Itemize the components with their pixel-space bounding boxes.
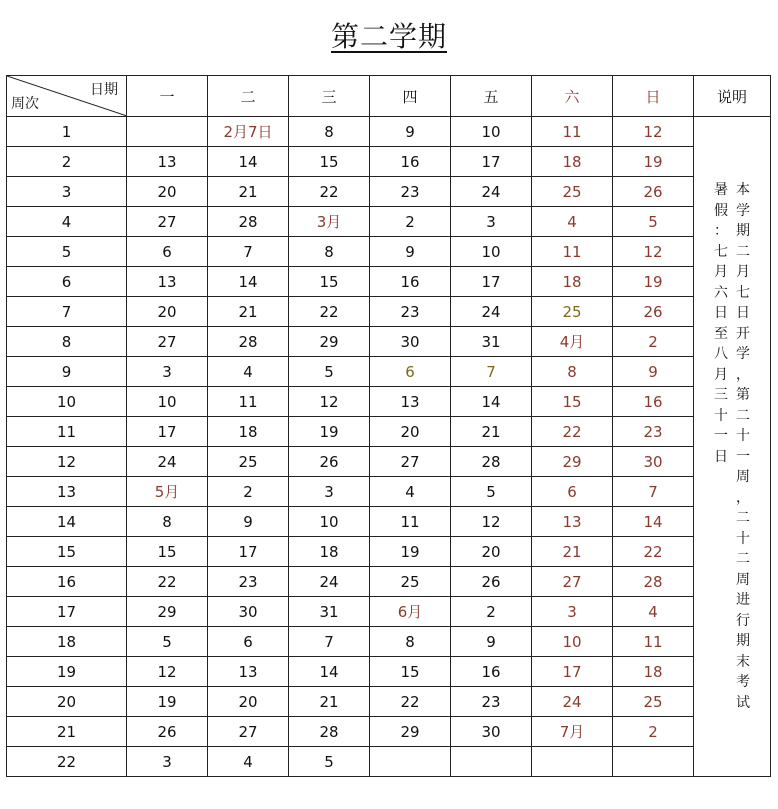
date-cell: 13 [127,267,208,297]
date-cell: 18 [289,537,370,567]
date-cell: 30 [613,447,694,477]
table-row [7,447,771,477]
date-cell: 27 [208,717,289,747]
header-row [7,76,771,117]
date-cell: 22 [532,417,613,447]
date-cell: 29 [127,597,208,627]
date-cell: 4 [532,207,613,237]
date-cell: 8 [289,117,370,147]
date-cell: 5 [451,477,532,507]
date-cell: 7 [208,237,289,267]
week-number-cell: 13 [7,477,127,507]
date-cell: 19 [289,417,370,447]
date-cell: 13 [532,507,613,537]
date-cell: 28 [289,717,370,747]
date-cell: 6 [532,477,613,507]
date-cell: 15 [289,147,370,177]
date-cell: 4 [370,477,451,507]
week-number-cell: 20 [7,687,127,717]
weekday-header: 五 [451,76,532,117]
weekday-header: 二 [208,76,289,117]
date-cell: 5 [613,207,694,237]
date-cell: 21 [289,687,370,717]
table-row [7,567,771,597]
date-cell: 8 [370,627,451,657]
date-cell: 30 [451,717,532,747]
date-cell: 14 [613,507,694,537]
date-cell: 12 [127,657,208,687]
date-cell: 10 [289,507,370,537]
date-cell: 16 [370,147,451,177]
week-number-cell: 17 [7,597,127,627]
date-cell: 26 [289,447,370,477]
week-number-cell: 4 [7,207,127,237]
date-cell: 5月 [127,477,208,507]
table-row [7,357,771,387]
date-cell: 14 [289,657,370,687]
date-cell: 31 [289,597,370,627]
date-cell: 16 [451,657,532,687]
weekday-header: 六 [532,76,613,117]
date-cell: 23 [451,687,532,717]
week-number-cell: 8 [7,327,127,357]
date-cell: 17 [127,417,208,447]
date-cell [451,747,532,777]
date-cell: 4 [208,747,289,777]
corner-header-cell [7,76,127,117]
date-cell [532,747,613,777]
date-cell: 10 [451,117,532,147]
date-cell: 21 [208,177,289,207]
date-cell: 30 [208,597,289,627]
date-cell: 17 [451,267,532,297]
date-cell: 10 [532,627,613,657]
date-cell: 23 [208,567,289,597]
date-cell: 15 [289,267,370,297]
date-cell: 6 [208,627,289,657]
date-cell: 26 [613,297,694,327]
table-row [7,237,771,267]
date-cell: 24 [127,447,208,477]
date-cell: 20 [208,687,289,717]
date-cell: 25 [370,567,451,597]
date-cell: 3 [289,477,370,507]
date-cell: 14 [208,267,289,297]
week-number-cell: 9 [7,357,127,387]
week-number-cell: 22 [7,747,127,777]
date-cell: 25 [532,297,613,327]
date-cell: 16 [613,387,694,417]
week-number-cell: 2 [7,147,127,177]
date-cell: 24 [289,567,370,597]
date-cell: 16 [370,267,451,297]
date-cell: 17 [532,657,613,687]
weekday-header: 日 [613,76,694,117]
date-cell: 9 [370,117,451,147]
date-cell: 29 [370,717,451,747]
page-title: 第二学期 [330,20,447,53]
date-cell: 17 [451,147,532,177]
week-number-cell: 15 [7,537,127,567]
date-cell: 4 [208,357,289,387]
date-cell: 3月 [289,207,370,237]
date-cell: 3 [127,747,208,777]
date-cell: 11 [613,627,694,657]
date-cell: 2月7日 [208,117,289,147]
date-cell: 4月 [532,327,613,357]
date-cell: 26 [613,177,694,207]
date-cell: 27 [532,567,613,597]
corner-week-label: 周次 [11,96,39,112]
week-number-cell: 3 [7,177,127,207]
date-cell: 12 [289,387,370,417]
date-cell: 8 [289,237,370,267]
date-cell: 12 [613,117,694,147]
weekday-header: 一 [127,76,208,117]
date-cell: 27 [127,207,208,237]
date-cell: 23 [370,177,451,207]
date-cell: 15 [127,537,208,567]
date-cell: 23 [370,297,451,327]
date-cell: 15 [370,657,451,687]
week-number-cell: 10 [7,387,127,417]
table-row [7,477,771,507]
table-row [7,597,771,627]
date-cell: 8 [127,507,208,537]
date-cell: 2 [370,207,451,237]
date-cell: 28 [451,447,532,477]
date-cell: 31 [451,327,532,357]
date-cell: 5 [127,627,208,657]
date-cell: 22 [613,537,694,567]
date-cell: 30 [370,327,451,357]
weekday-header: 三 [289,76,370,117]
date-cell: 7月 [532,717,613,747]
date-cell: 13 [370,387,451,417]
date-cell: 13 [208,657,289,687]
date-cell: 9 [370,237,451,267]
date-cell: 18 [532,147,613,177]
table-row [7,537,771,567]
table-row [7,747,771,777]
date-cell [127,117,208,147]
date-cell: 3 [451,207,532,237]
date-cell: 10 [451,237,532,267]
date-cell: 25 [208,447,289,477]
date-cell: 22 [289,297,370,327]
date-cell: 28 [208,207,289,237]
date-cell: 11 [208,387,289,417]
date-cell: 24 [451,297,532,327]
date-cell: 15 [532,387,613,417]
date-cell: 3 [532,597,613,627]
date-cell: 18 [613,657,694,687]
date-cell: 29 [289,327,370,357]
date-cell: 2 [613,327,694,357]
date-cell: 28 [613,567,694,597]
date-cell: 18 [532,267,613,297]
table-row [7,297,771,327]
date-cell: 7 [289,627,370,657]
date-cell: 26 [127,717,208,747]
date-cell: 11 [532,237,613,267]
date-cell: 19 [613,267,694,297]
week-number-cell: 7 [7,297,127,327]
weekday-header: 四 [370,76,451,117]
date-cell: 13 [127,147,208,177]
date-cell: 12 [613,237,694,267]
date-cell: 2 [613,717,694,747]
table-row [7,717,771,747]
date-cell: 14 [208,147,289,177]
date-cell: 2 [208,477,289,507]
week-number-cell: 11 [7,417,127,447]
date-cell: 20 [451,537,532,567]
week-number-cell: 14 [7,507,127,537]
date-cell: 8 [532,357,613,387]
date-cell: 25 [613,687,694,717]
week-number-cell: 1 [7,117,127,147]
date-cell: 19 [613,147,694,177]
date-cell: 9 [451,627,532,657]
date-cell: 11 [370,507,451,537]
note-text [694,180,770,713]
date-cell: 7 [613,477,694,507]
date-cell: 19 [370,537,451,567]
table-row [7,207,771,237]
date-cell: 22 [127,567,208,597]
corner-date-label: 日期 [90,82,118,98]
calendar-table [6,75,771,777]
date-cell: 22 [370,687,451,717]
week-number-cell: 19 [7,657,127,687]
table-row [7,657,771,687]
week-number-cell: 21 [7,717,127,747]
date-cell: 5 [289,357,370,387]
date-cell: 17 [208,537,289,567]
date-cell: 12 [451,507,532,537]
date-cell: 2 [451,597,532,627]
date-cell [370,747,451,777]
table-row [7,507,771,537]
date-cell: 6 [127,237,208,267]
date-cell: 21 [532,537,613,567]
date-cell: 25 [532,177,613,207]
date-cell: 4 [613,597,694,627]
date-cell [613,747,694,777]
table-row [7,267,771,297]
date-cell: 27 [370,447,451,477]
date-cell: 6 [370,357,451,387]
date-cell: 5 [289,747,370,777]
date-cell: 11 [532,117,613,147]
table-row [7,147,771,177]
date-cell: 21 [208,297,289,327]
table-row [7,417,771,447]
date-cell: 10 [127,387,208,417]
date-cell: 20 [127,297,208,327]
note-header: 说明 [694,76,771,117]
week-number-cell: 12 [7,447,127,477]
week-number-cell: 5 [7,237,127,267]
table-row [7,177,771,207]
date-cell: 27 [127,327,208,357]
table-row [7,117,771,147]
date-cell: 20 [370,417,451,447]
week-number-cell: 18 [7,627,127,657]
date-cell: 29 [532,447,613,477]
date-cell: 9 [613,357,694,387]
date-cell: 14 [451,387,532,417]
table-row [7,627,771,657]
date-cell: 23 [613,417,694,447]
date-cell: 18 [208,417,289,447]
week-number-cell: 16 [7,567,127,597]
date-cell: 22 [289,177,370,207]
date-cell: 19 [127,687,208,717]
date-cell: 24 [451,177,532,207]
table-row [7,687,771,717]
table-row [7,327,771,357]
note-column-col1: 本 学 期 二 月 七 日 开 学 ， 第 二 十 一 周 ， 二 十 二 周 进 行 期 末 考 试 [736,182,750,711]
table-row [7,387,771,417]
date-cell: 20 [127,177,208,207]
date-cell: 3 [127,357,208,387]
note-cell [694,117,771,777]
date-cell: 26 [451,567,532,597]
date-cell: 9 [208,507,289,537]
date-cell: 21 [451,417,532,447]
note-column-col2: 暑 假 ： 七 月 六 日 至 八 月 三 十 一 日 [714,182,728,465]
date-cell: 28 [208,327,289,357]
date-cell: 6月 [370,597,451,627]
date-cell: 7 [451,357,532,387]
date-cell: 24 [532,687,613,717]
week-number-cell: 6 [7,267,127,297]
